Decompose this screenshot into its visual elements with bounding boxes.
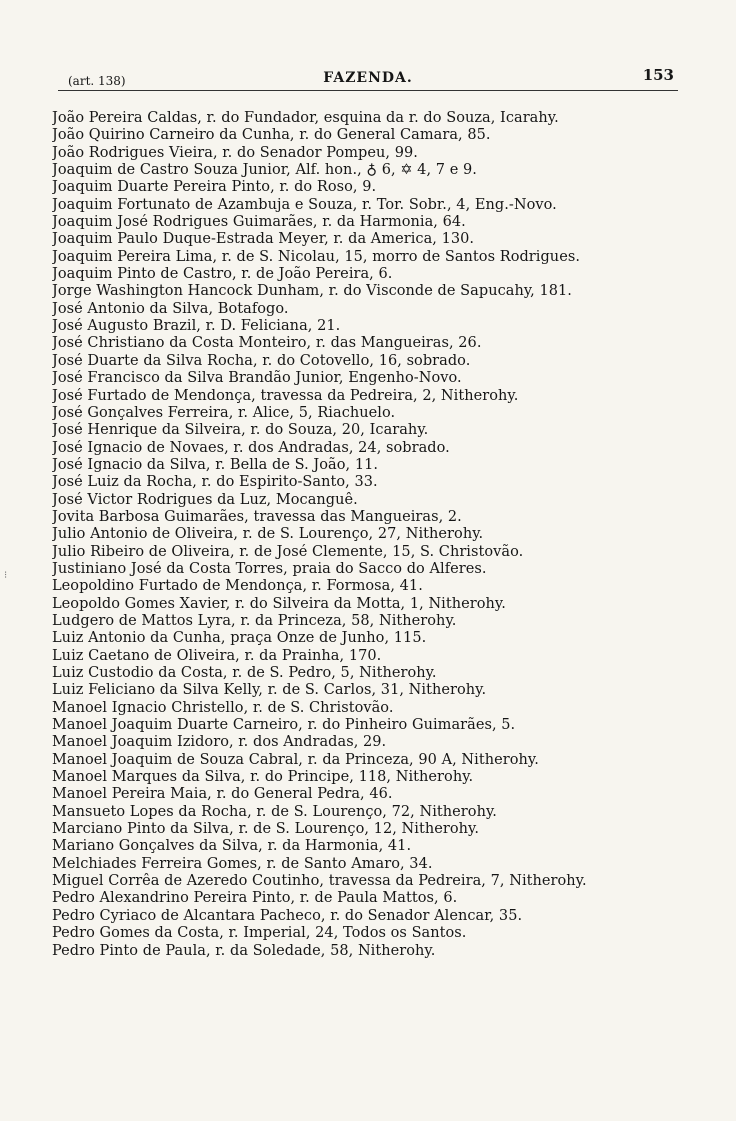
list-item: José Ignacio da Silva, r. Bella de S. João, 11. xyxy=(52,456,379,473)
list-item: Mariano Gonçalves da Silva, r. da Harmonia, 41. xyxy=(52,838,412,855)
list-item: Joaquim Paulo Duque-Estrada Meyer, r. da America, 130. xyxy=(52,231,475,248)
list-item: Manoel Ignacio Christello, r. de S. Christovão. xyxy=(52,699,394,716)
list-item: José Gonçalves Ferreira, r. Alice, 5, Riachuelo. xyxy=(52,404,396,421)
list-item: Leopoldo Gomes Xavier, r. do Silveira da Motta, 1, Nitherohy. xyxy=(52,595,506,612)
list-item: José Henrique da Silveira, r. do Souza, 20, Icarahy. xyxy=(52,422,429,439)
list-item: Jorge Washington Hancock Dunham, r. do Visconde de Sapucahy, 181. xyxy=(52,283,572,300)
list-item: Manoel Joaquim Izidoro, r. dos Andradas, 29. xyxy=(52,734,387,751)
list-item: Joaquim Pinto de Castro, r. de João Pereira, 6. xyxy=(52,266,393,283)
list-item: Luiz Caetano de Oliveira, r. da Prainha, 170. xyxy=(52,647,382,664)
list-item: José Christiano da Costa Monteiro, r. das Mangueiras, 26. xyxy=(52,335,482,352)
list-item: Manoel Pereira Maia, r. do General Pedra, 46. xyxy=(52,786,393,803)
list-item: Joaquim Duarte Pereira Pinto, r. do Roso, 9. xyxy=(52,179,377,196)
list-item: João Quirino Carneiro da Cunha, r. do General Camara, 85. xyxy=(52,127,491,144)
list-item: José Victor Rodrigues da Luz, Mocanguê. xyxy=(52,491,358,508)
list-item: Manoel Marques da Silva, r. do Principe, 118, Nitherohy. xyxy=(52,769,474,786)
list-item: Pedro Cyriaco de Alcantara Pacheco, r. do Senador Alencar, 35. xyxy=(52,907,523,924)
list-item: Leopoldino Furtado de Mendonça, r. Formosa, 41. xyxy=(52,578,423,595)
list-item: João Rodrigues Vieira, r. do Senador Pompeu, 99. xyxy=(52,144,418,161)
list-item: José Ignacio de Novaes, r. dos Andradas, 24, sobrado. xyxy=(52,439,450,456)
list-item: Pedro Gomes da Costa, r. Imperial, 24, Todos os Santos. xyxy=(52,925,467,942)
list-item: Julio Ribeiro de Oliveira, r. de José Clemente, 15, S. Christovão. xyxy=(52,543,524,560)
list-item: Ludgero de Mattos Lyra, r. da Princeza, 58, Nitherohy. xyxy=(52,612,457,629)
list-item: José Luiz da Rocha, r. do Espirito-Santo, 33. xyxy=(52,474,378,491)
list-item: Joaquim José Rodrigues Guimarães, r. da Harmonia, 64. xyxy=(52,214,466,231)
list-item: Luiz Antonio da Cunha, praça Onze de Junho, 115. xyxy=(52,630,427,647)
list-item: Melchiades Ferreira Gomes, r. de Santo Amaro, 34. xyxy=(52,855,433,872)
list-item: Luiz Custodio da Costa, r. de S. Pedro, 5, Nitherohy. xyxy=(52,665,437,681)
list-item: Luiz Feliciano da Silva Kelly, r. de S. Carlos, 31, Nitherohy. xyxy=(52,682,487,699)
list-item: Mansueto Lopes da Rocha, r. de S. Lourenço, 72, Nitherohy. xyxy=(52,803,497,820)
list-item: Joaquim Fortunato de Azambuja e Souza, r. Tor. Sobr., 4, Eng.-Novo. xyxy=(52,196,557,213)
list-item: Julio Antonio de Oliveira, r. de S. Lourenço, 27, Nitherohy. xyxy=(52,526,484,543)
page-number: 153 xyxy=(642,66,674,84)
page-header xyxy=(58,60,678,91)
list-item: José Augusto Brazil, r. D. Feliciana, 21. xyxy=(52,318,341,335)
list-item: José Francisco da Silva Brandão Junior, Engenho-Novo. xyxy=(52,370,462,387)
list-item: Pedro Alexandrino Pereira Pinto, r. de Paula Mattos, 6. xyxy=(52,890,458,907)
list-item: João Pereira Caldas, r. do Fundador, esquina da r. do Souza, Icarahy. xyxy=(52,110,559,126)
page-title: FAZENDA. xyxy=(323,70,413,86)
list-item: Miguel Corrêa de Azeredo Coutinho, travessa da Pedreira, 7, Nitherohy. xyxy=(52,873,587,890)
list-item: Justiniano José da Costa Torres, praia do Sacco do Alferes. xyxy=(52,560,487,577)
list-item: Manoel Joaquim de Souza Cabral, r. da Princeza, 90 A, Nitherohy. xyxy=(52,751,539,768)
entry-list xyxy=(52,110,692,960)
list-item: Joaquim Pereira Lima, r. de S. Nicolau, 15, morro de Santos Rodrigues. xyxy=(52,248,580,265)
list-item: Pedro Pinto de Paula, r. da Soledade, 58, Nitherohy. xyxy=(52,942,436,959)
list-item: José Duarte da Silva Rocha, r. do Cotovello, 16, sobrado. xyxy=(52,352,471,369)
list-item: Joaquim de Castro Souza Junior, Alf. hon., ♁ 6, ✡ 4, 7 e 9. xyxy=(52,162,477,179)
list-item: Marciano Pinto da Silva, r. de S. Lourenço, 12, Nitherohy. xyxy=(52,821,479,838)
list-item: José Furtado de Mendonça, travessa da Pedreira, 2, Nitherohy. xyxy=(52,387,519,404)
list-item: Manoel Joaquim Duarte Carneiro, r. do Pinheiro Guimarães, 5. xyxy=(52,717,516,734)
article-reference: (art. 138) xyxy=(68,74,126,88)
list-item: José Antonio da Silva, Botafogo. xyxy=(52,300,289,317)
margin-speck-icon: ⁝ xyxy=(4,570,8,581)
list-item: Jovita Barbosa Guimarães, travessa das Mangueiras, 2. xyxy=(52,508,462,525)
